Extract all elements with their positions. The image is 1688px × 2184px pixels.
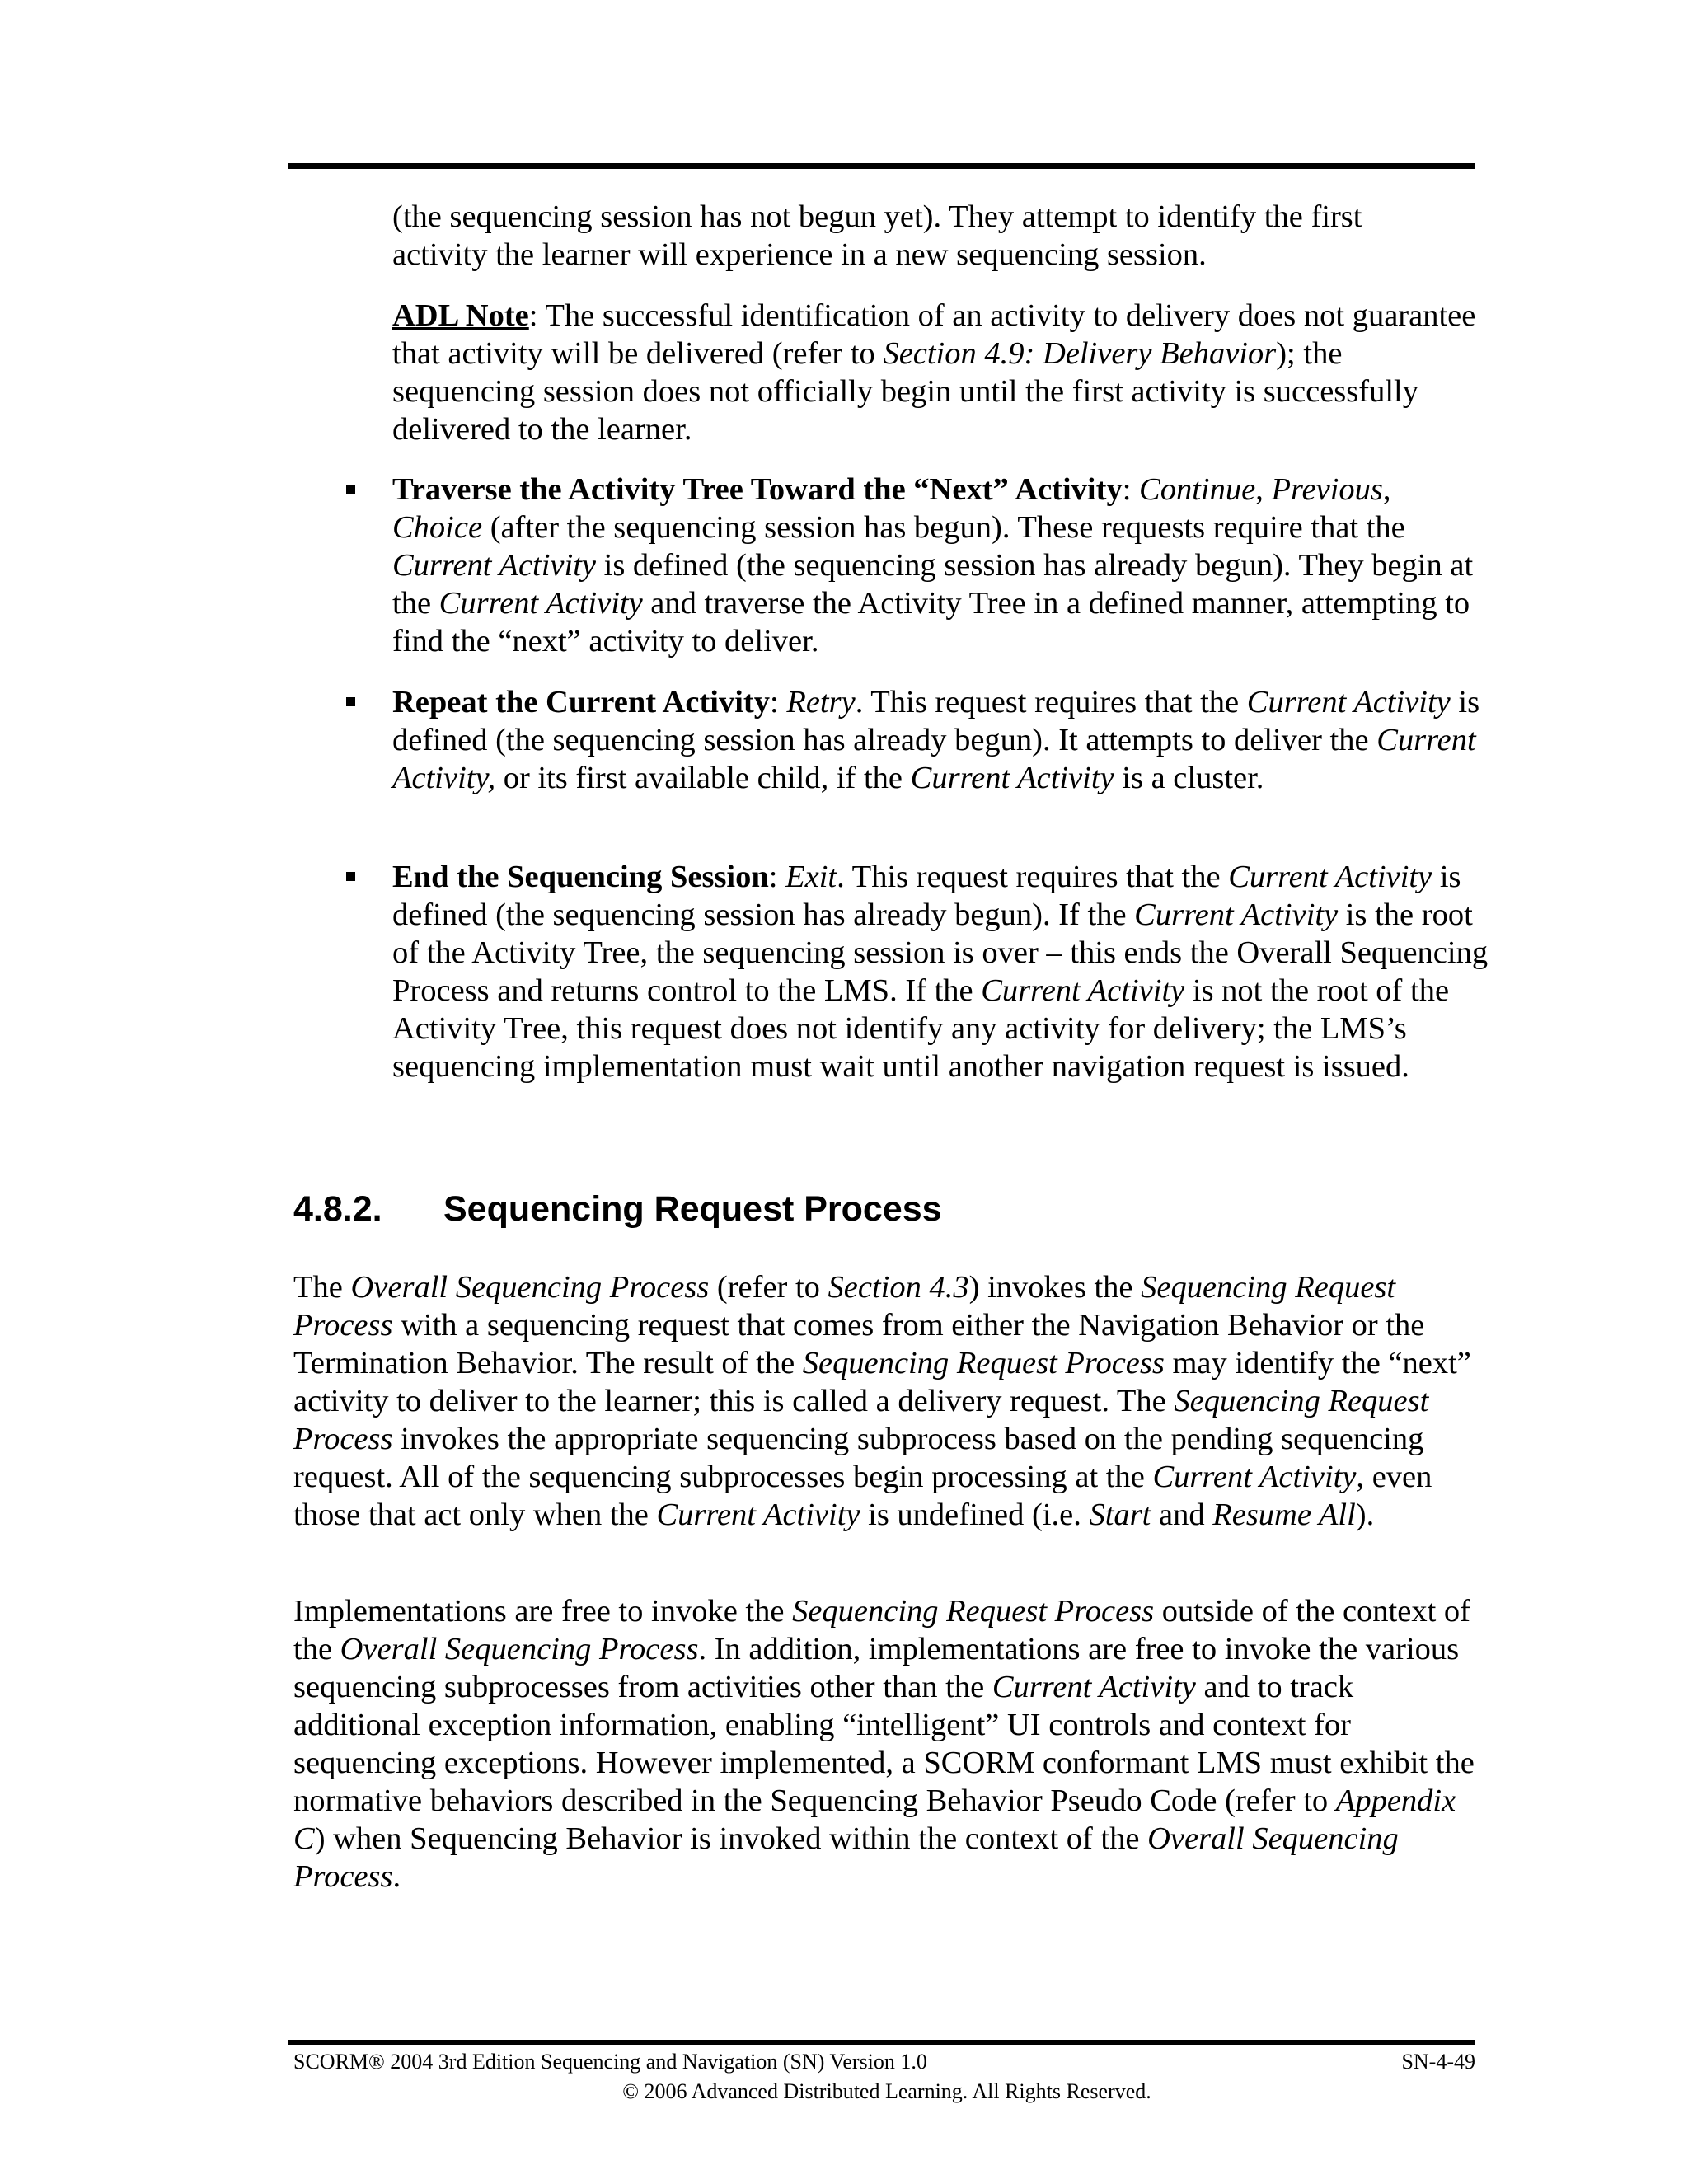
list-item-text: End the Sequencing Session: Exit. This request requires that the Current Activity is defined (the sequencing session has already begun). If the Current Activity is the root of the Activity Tree, the sequencing session is over – this ends the Overall Sequencing Process and returns control to the LMS. If the Current Activity is not the root of the Activity Tree, this request does not identify any activity for delivery; the LMS’s sequencing implementation must wait until another navigation request is issued.: [392, 860, 1489, 1084]
list-item: [392, 858, 1489, 1085]
list-item-text: Repeat the Current Activity: Retry. This request requires that the Current Activity is defined (the sequencing session has already begun). It attempts to deliver the Current Activity, or its first available child, if the Current Activity is a cluster.: [392, 685, 1480, 795]
bullet-marker-icon: [346, 872, 355, 881]
bullet-marker-icon: [346, 485, 355, 494]
bullet-marker-icon: [346, 697, 355, 706]
list-item: [392, 471, 1489, 660]
paragraph-1: The Overall Sequencing Process (refer to Section 4.3) invokes the Sequencing Request Process with a sequencing request that comes from either the Navigation Behavior or the Termination Behavior. The result of the Sequencing Request Process may identify the “next” activity to deliver to the learner; this is called a delivery request. The Sequencing Request Process invokes the appropriate sequencing subprocess based on the pending sequencing request. All of the sequencing subprocesses begin processing at the Current Activity, even those that act only when the Current Activity is undefined (i.e. Start and Resume All).: [293, 1270, 1471, 1532]
section-number: 4.8.2.: [293, 1189, 382, 1229]
continued-line-1: (the sequencing session has not begun yet). They attempt to identify the first: [392, 199, 1362, 234]
header-rule: [288, 163, 1475, 169]
list-item-text: Traverse the Activity Tree Toward the “Next” Activity: Continue, Previous, Choice (after the sequencing session has begun). These requests require that the Current Activity is defined (the sequencing session has already begun). They begin at the Current Activity and traverse the Activity Tree in a defined manner, attempting to find the “next” activity to deliver.: [392, 472, 1474, 658]
adl-note: ADL Note: The successful identification of an activity to delivery does not guarantee that activity will be delivered (refer to Section 4.9: Delivery Behavior); the sequencing session does not officially begin until the first activity is successfully delivered to the learner.: [392, 298, 1476, 447]
paragraph-2: Implementations are free to invoke the Sequencing Request Process outside of the context of the Overall Sequencing Process. In addition, implementations are free to invoke the various sequencing subprocesses from activities other than the Current Activity and to track additional exception information, enabling “intelligent” UI controls and context for sequencing exceptions. However implemented, a SCORM conformant LMS must exhibit the normative behaviors described in the Sequencing Behavior Pseudo Code (refer to Appendix C) when Sequencing Behavior is invoked within the context of the Overall Sequencing Process.: [293, 1594, 1475, 1894]
footer-title: SCORM® 2004 3rd Edition Sequencing and Navigation (SN) Version 1.0: [293, 2050, 927, 2074]
list-item: [392, 683, 1489, 797]
footer-rule: [288, 2040, 1475, 2045]
footer-copyright: © 2006 Advanced Distributed Learning. All Rights Reserved.: [622, 2079, 1151, 2103]
continued-line-2: activity the learner will experience in a new sequencing session.: [392, 237, 1207, 272]
page-number: SN-4-49: [1401, 2050, 1475, 2074]
continued-paragraph: [392, 198, 1489, 274]
adl-note-label: ADL Note: [392, 298, 529, 333]
list-item-heading: Traverse the Activity Tree Toward the “Next” Activity: [392, 472, 1123, 507]
list-item-heading: Repeat the Current Activity: [392, 685, 770, 719]
section-title: Sequencing Request Process: [443, 1189, 942, 1229]
section-heading: [293, 1187, 942, 1231]
list-item-heading: End the Sequencing Session: [392, 860, 769, 894]
